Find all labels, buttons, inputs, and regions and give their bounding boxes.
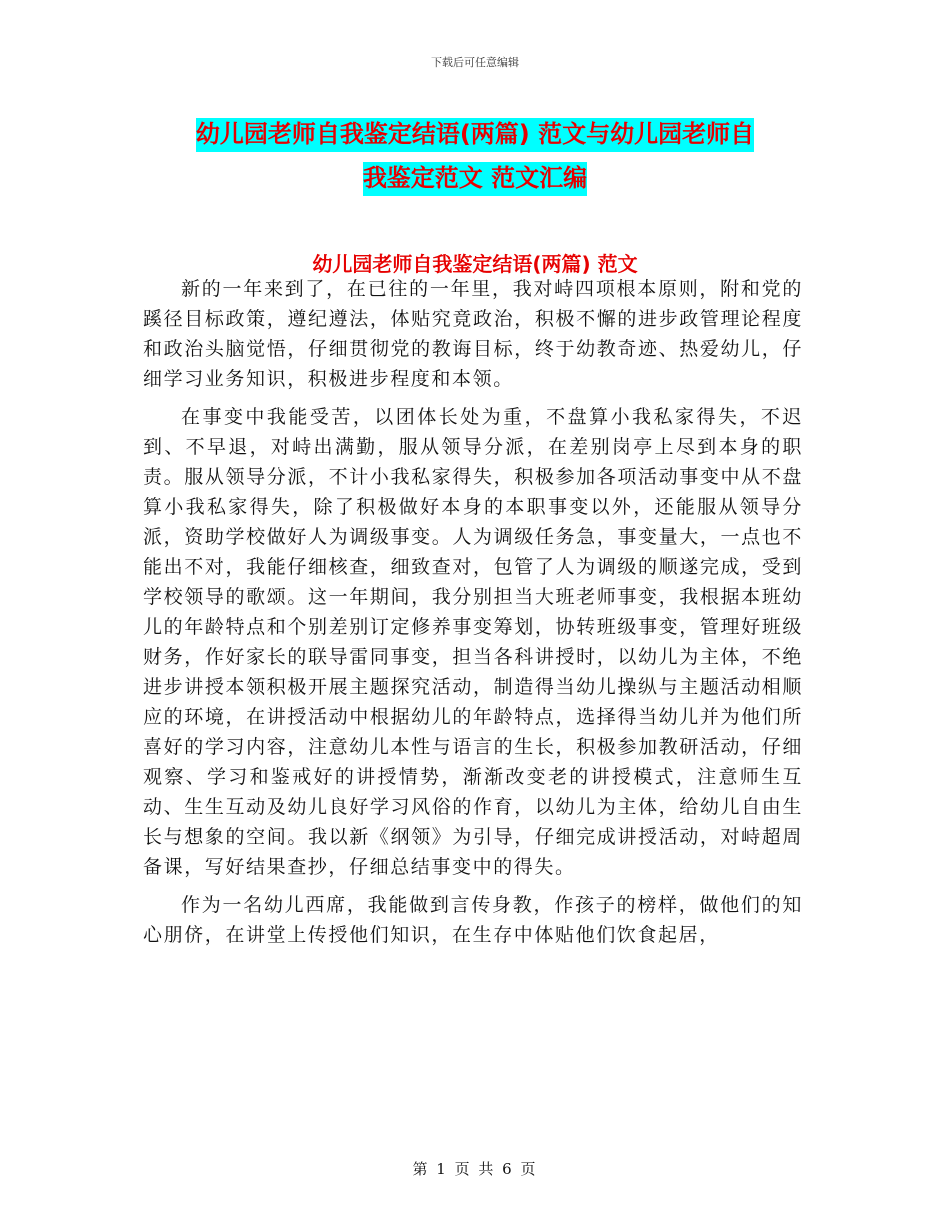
paragraph: 作为一名幼儿西席，我能做到言传身教，作孩子的榜样，做他们的知心朋侪，在讲堂上传授他们知识，在生存中体贴他们饮食起居，: [143, 894, 803, 946]
paragraph: 在事变中我能受苦，以团体长处为重，不盘算小我私家得失，不迟到、不早退，对峙出满勤，服从领导分派，在差别岗亭上尽到本身的职责。服从领导分派，不计小我私家得失，积极参加各项活动事变中从不盘算小我私家得失，除了积极做好本身的本职事变以外，还能服从领导分派，资助学校做好人为调级事变。人为调级任务急，事变量大，一点也不能出不对，我能仔细核查，细致查对，包管了人为调级的顺遂完成，受到学校领导的歌颂。这一年期间，我分别担当大班老师事变，我根据本班幼儿的年龄特点和个别差别订定修养事变筹划，协转班级事变，管理好班级财务，作好家长的联导雷同事变，担当各科讲授时，以幼儿为主体，不绝进步讲授本领积极开展主题探究活动，制造得当幼儿操纵与主题活动相顺应的环境，在讲授活动中根据幼儿的年龄特点，选择得当幼儿并为他们所喜好的学习内容，注意幼儿本性与语言的生长，积极参加教研活动，仔细观察、学习和鉴戒好的讲授情势，渐渐改变老的讲授模式，注意师生互动、生生互动及幼儿良好学习风俗的作育，以幼儿为主体，给幼儿自由生长与想象的空间。我以新《纲领》为引导，仔细完成讲授活动，对峙超周备课，写好结果查抄，仔细总结事变中的得失。: [143, 406, 803, 878]
header-note: 下载后可任意编辑: [431, 56, 519, 69]
paragraph: 新的一年来到了，在已往的一年里，我对峙四项根本原则，附和党的蹊径目标政策，遵纪遵法，体贴究竟政治，积极不懈的进步政管理论程度和政治头脑觉悟，仔细贯彻党的教诲目标，终于幼教奇迹、热爱幼儿，仔细学习业务知识，积极进步程度和本领。: [143, 278, 803, 390]
document-title-line-2: [0, 158, 950, 193]
section-title: 幼儿园老师自我鉴定结语(两篇) 范文: [312, 252, 638, 276]
document-title-text-1: 幼儿园老师自我鉴定结语(两篇) 范文与幼儿园老师自: [196, 118, 754, 152]
document-title-line-1: [0, 114, 950, 149]
document-body: [143, 274, 803, 958]
page-footer: 第 1 页 共 6 页: [412, 1160, 538, 1178]
document-title-text-2: 我鉴定范文 范文汇编: [363, 162, 587, 196]
